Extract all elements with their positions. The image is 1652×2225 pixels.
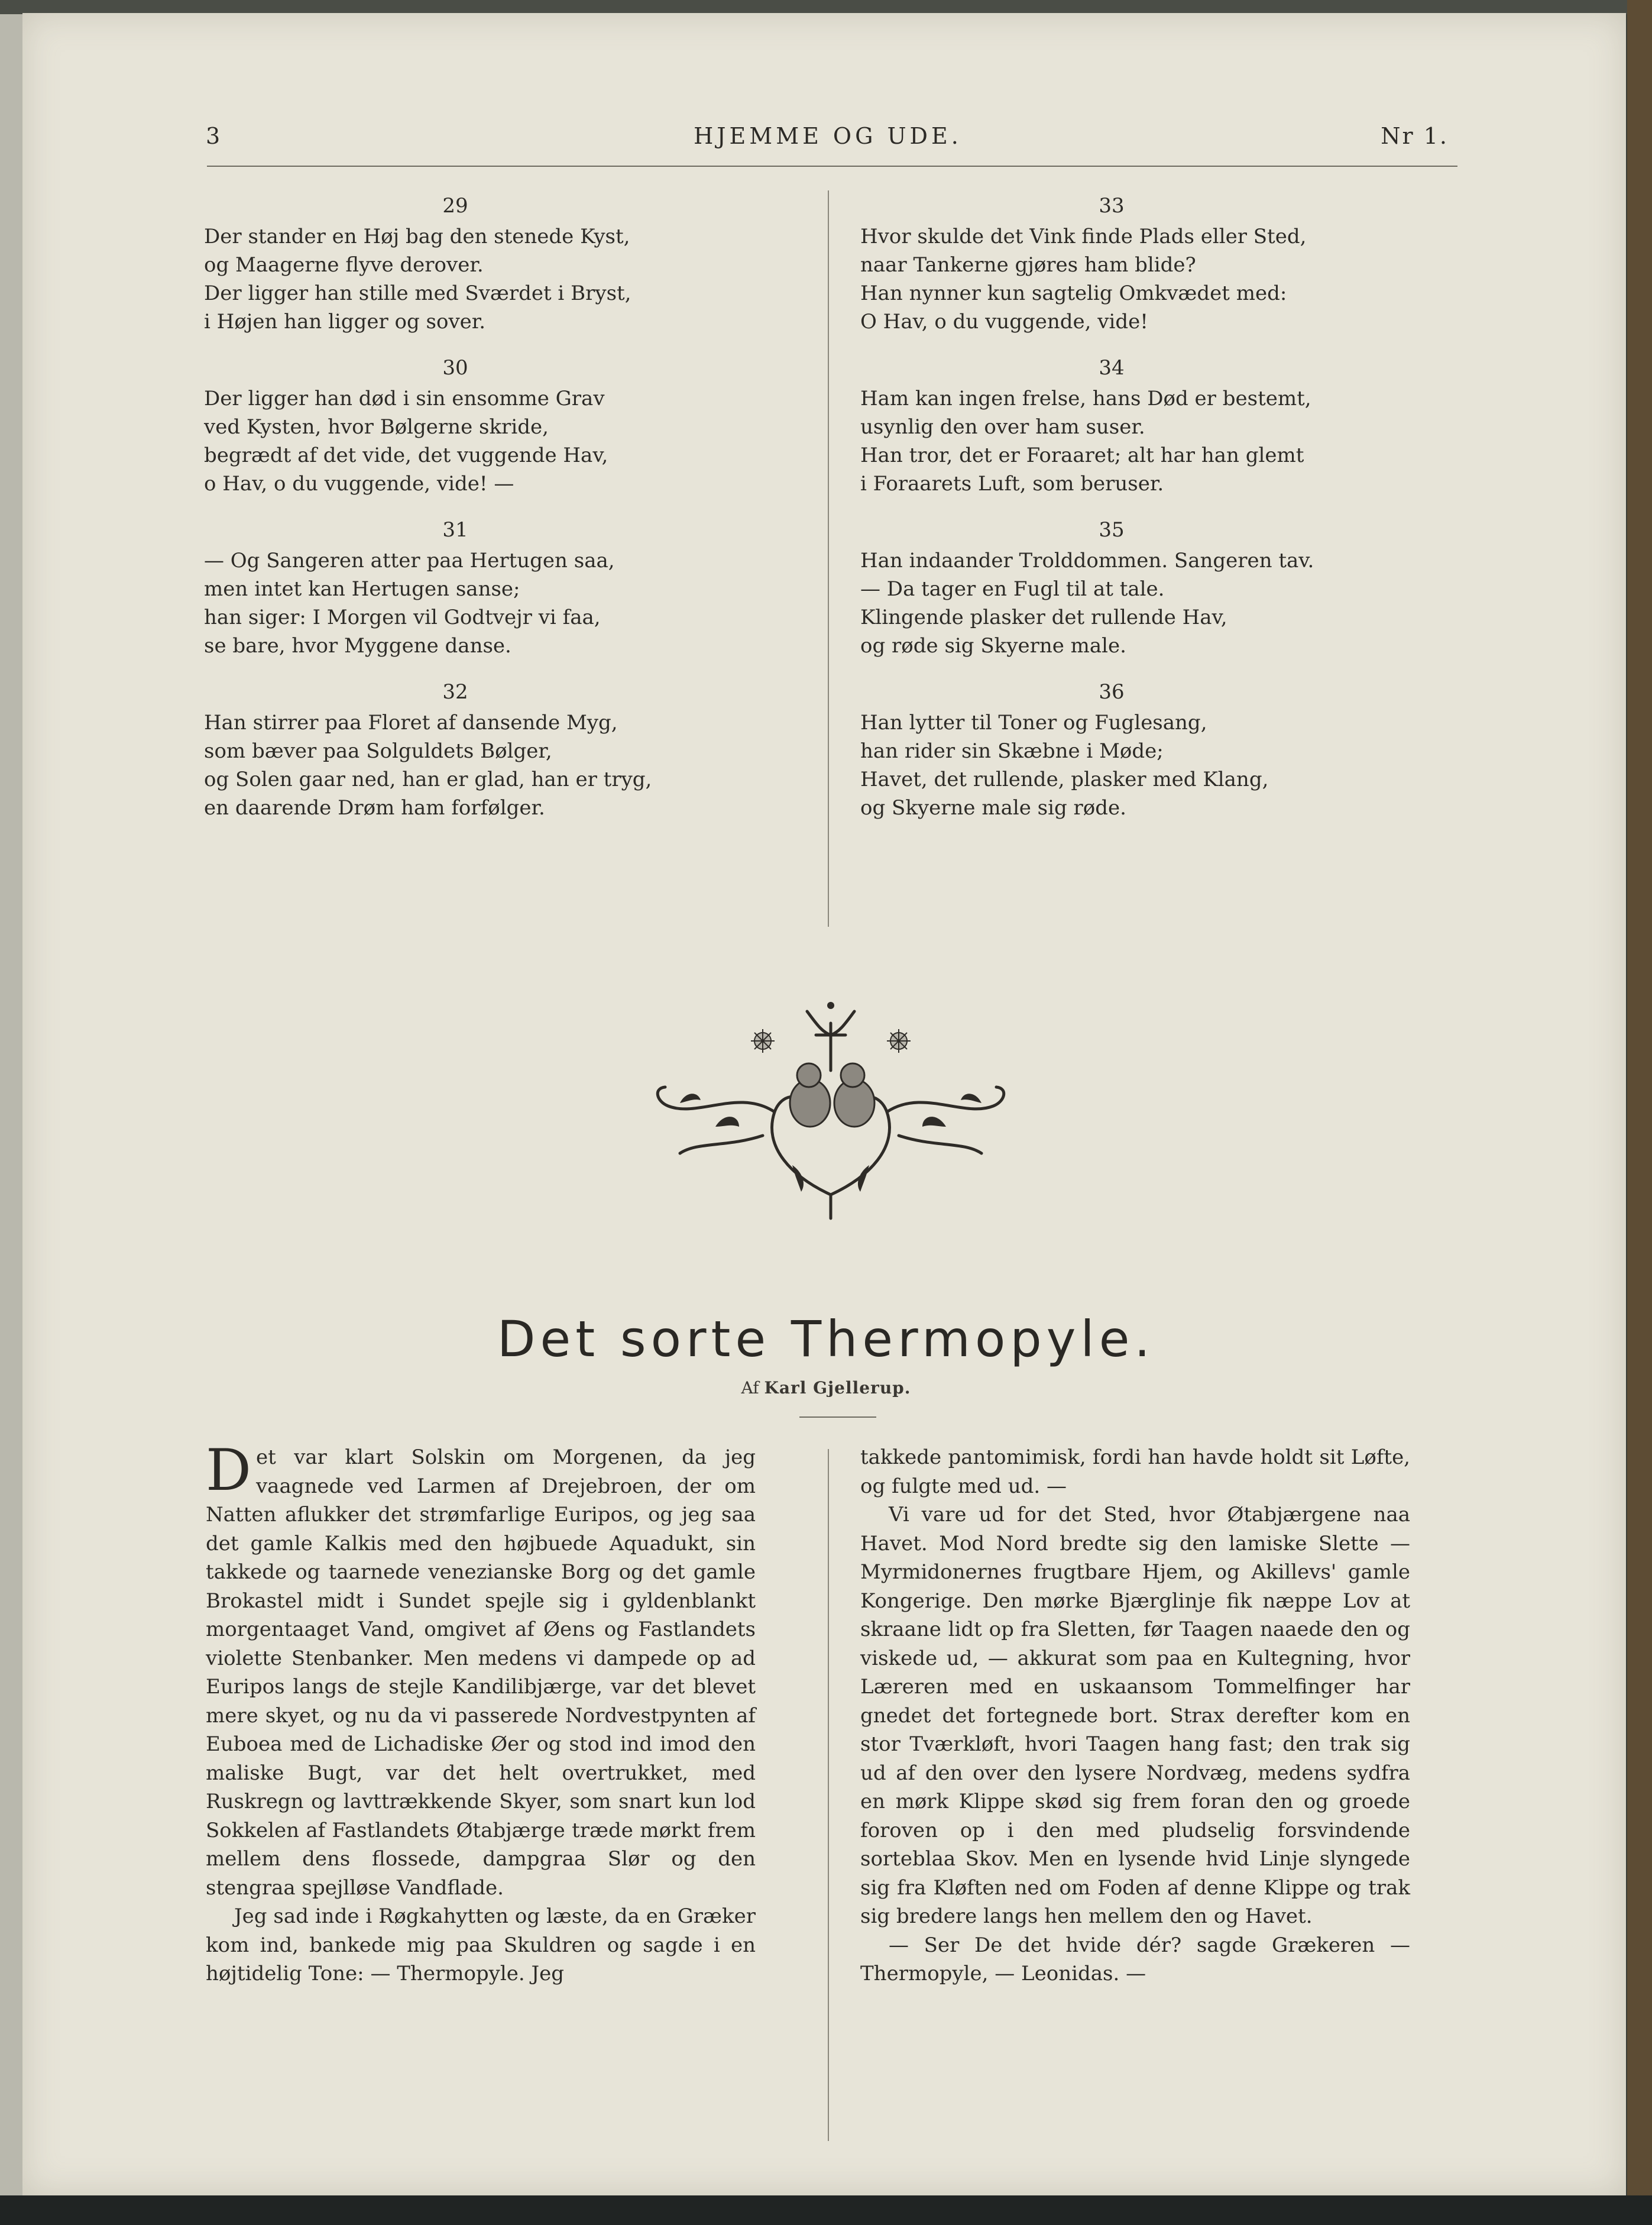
stanza-number: 33 [1099,194,1125,218]
putti-vignette-ornament [644,1000,1017,1224]
verse-line: — Og Sangeren atter paa Hertugen saa, [204,549,615,573]
verse-line: Klingende plasker det rullende Hav, [860,606,1227,629]
verse-line: i Højen han ligger og sover. [204,310,486,334]
running-header [201,123,1455,159]
verse-line: han siger: I Morgen vil Godtvejr vi faa, [204,606,601,629]
verse-line: usynlig den over ham suser. [860,415,1145,439]
stanza [204,189,707,336]
verse-line: og Maagerne flyve derover. [204,253,484,277]
book-bottom-edge [0,2195,1652,2225]
header-rule [207,166,1457,167]
paragraph-4: Vi vare ud for det Sted, hvor Øtabjærgene naa Havet. Mod Nord bredte sig den lamiske Slette — Myrmidonernes frugtbare Hjem, og Akillevs' gamle Kongerige. Den mørke Bjærglinje fik næppe Lov at skraane lidt op fra Sletten, før Taagen naaede den og viskede ud, — akkurat som paa en Kultegning, hvor Læreren med en uskaansom Tommelfinger har gnedet det fortegnede bort. Strax derefter kom en stor Tværkløft, hvori Taagen hang fast; den trak sig ud af den over den lysere Nordvæg, medens sydfra en mørk Klippe skød sig frem foran den og groede foroven op i den med pludselig forsvindende sorteblaa Skov. Men en lysende hvid Linje slyngede sig fra Kløften ned om Foden af denne Klippe og trak sig bredere langs hen mellem den og Havet. [860,1503,1410,1928]
verse-line: Der ligger han død i sin ensomme Grav [204,387,605,410]
stanza-number: 34 [1099,356,1125,380]
article-title: Det sorte Thermopyle. [497,1310,1155,1368]
verse-line: begrædt af det vide, det vuggende Hav, [204,444,608,467]
paragraph-1 [206,1437,756,1902]
stanza-number: 29 [442,194,468,218]
issue-number: Nr 1. [1381,123,1449,149]
stanza [860,675,1363,822]
book-left-edge [0,0,22,2225]
verse-line: og Solen gaar ned, han er glad, han er tryg, [204,768,652,791]
book-top-edge [0,0,1652,14]
author-name: Karl Gjellerup. [764,1378,911,1398]
verse-line: O Hav, o du vuggende, vide! [860,310,1148,334]
verse-line: Han stirrer paa Floret af dansende Myg, [204,711,618,735]
stanza-number: 36 [1099,680,1125,704]
verse-line: Han nynner kun sagtelig Omkvædet med: [860,282,1287,305]
verse-line: — Da tager en Fugl til at tale. [860,577,1165,601]
paragraph-3: takkede pantomimisk, fordi han havde holdt sit Løfte, og fulgte med ud. — [860,1445,1410,1498]
verse-line: Der stander en Høj bag den stenede Kyst, [204,225,630,248]
paragraph-5: — Ser De det hvide dér? sagde Grækeren — Thermopyle, — Leonidas. — [860,1933,1410,1985]
stanza [204,513,707,660]
drop-cap: D [206,1437,251,1503]
byline-prefix: Af [741,1378,759,1398]
article-right-column [860,1443,1410,1988]
poem-right-column [860,189,1363,837]
verse-line: Der ligger han stille med Sværdet i Bryst, [204,282,631,305]
verse-line: en daarende Drøm ham forfølger. [204,796,545,820]
verse-line: og Skyerne male sig røde. [860,796,1126,820]
stanza-number: 30 [442,356,468,380]
page-number: 3 [206,123,222,149]
stanza-number: 32 [442,680,468,704]
title-rule [799,1417,876,1418]
verse-line: Havet, det rullende, plasker med Klang, [860,768,1269,791]
verse-line: Han lytter til Toner og Fuglesang, [860,711,1207,735]
stanza [204,351,707,498]
verse-line: o Hav, o du vuggende, vide! — [204,472,514,496]
verse-line: Han tror, det er Foraaret; alt har han glemt [860,444,1304,467]
stanza-number: 31 [442,518,468,542]
book-spine [1627,0,1652,2225]
paragraph-2: Jeg sad inde i Røgkahytten og læste, da en Græker kom ind, bankede mig paa Skuldren og sagde i en højtidelig Tone: — Thermopyle. Jeg [206,1904,756,1985]
verse-line: men intet kan Hertugen sanse; [204,577,520,601]
stanza [204,675,707,822]
stanza [860,189,1363,336]
stanza [860,513,1363,660]
journal-title: HJEMME OG UDE. [694,123,962,149]
stanza-number: 35 [1099,518,1125,542]
verse-line: som bæver paa Solguldets Bølger, [204,739,552,763]
verse-line: ved Kysten, hvor Bølgerne skride, [204,415,549,439]
verse-line: i Foraarets Luft, som beruser. [860,472,1164,496]
poem-left-column [204,189,707,837]
article-left-column [206,1437,756,1988]
poem-column-rule [828,190,829,927]
verse-line: Hvor skulde det Vink finde Plads eller Sted, [860,225,1307,248]
verse-line: se bare, hvor Myggene danse. [204,634,511,658]
paragraph-1-text: et var klart Solskin om Morgenen, da jeg vaagnede ved Larmen af Drejebroen, der om Natten aflukker det strømfarlige Euripos, og jeg saa det gamle Kalkis med den højbuede Aquadukt, sin takkede og taarnede venezianske Borg og det gamle Brokastel midt i Sundet spejle sig i gyldenblankt morgentaaget Vand, omgivet af Øens og Fastlandets violette Stenbanker. Men medens vi dampede op ad Euripos langs de stejle Kandilibjærge, var det blevet mere skyet, og nu da vi passerede Nordvestpynten af Euboea med de Lichadiske Øer og stod ind imod den maliske Bugt, var det helt overtrukket, med Ruskregn og lavttrækkende Skyer, som snart kun lod Sokkelen af Fastlandets Øtabjærge træde mørkt frem mellem dens flossede, dampgraa Slør og den stengraa spejlløse Vandflade. [206,1445,756,1900]
verse-line: og røde sig Skyerne male. [860,634,1126,658]
verse-line: Ham kan ingen frelse, hans Død er bestemt, [860,387,1311,410]
byline [0,1378,1652,1398]
verse-line: han rider sin Skæbne i Møde; [860,739,1164,763]
verse-line: Han indaander Trolddommen. Sangeren tav. [860,549,1314,573]
verse-line: naar Tankerne gjøres ham blide? [860,253,1196,277]
article-column-rule [828,1449,829,2141]
stanza [860,351,1363,498]
